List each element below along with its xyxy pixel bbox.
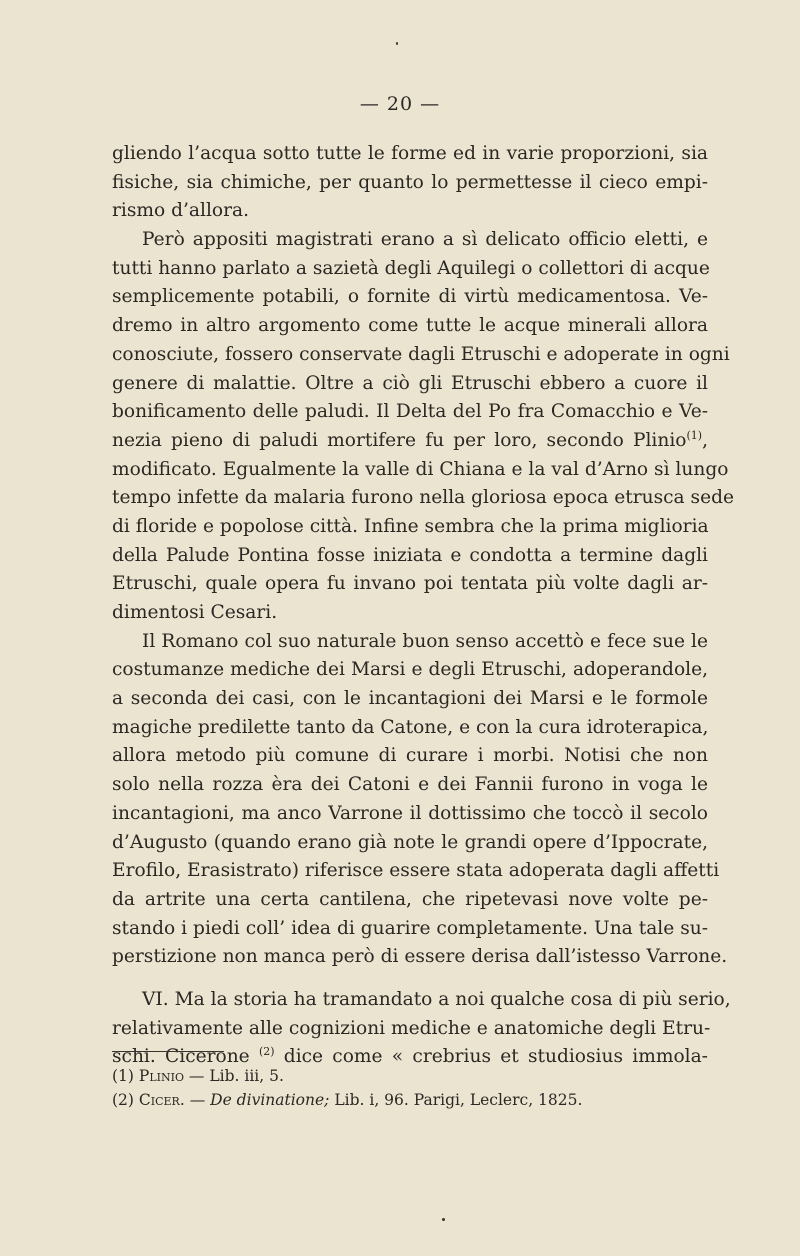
text-line: conosciute, fossero conservate dagli Etruschi e adoperate in ogni <box>112 343 730 365</box>
footnote-text: Lib. i, 96. Parigi, Leclerc, 1825. <box>334 1091 583 1109</box>
paragraph-4 <box>112 986 731 1072</box>
text-line: costumanze mediche dei Marsi e degli Etruschi, adoperandole, <box>112 659 708 681</box>
text-line: fisiche, sia chimiche, per quanto lo permettesse il cieco empi- <box>112 171 708 193</box>
footnote-text: — <box>189 1091 206 1109</box>
text-line: a seconda dei casi, con le incantagioni dei Marsi e le formole <box>112 688 708 710</box>
paragraph-1 <box>112 140 708 226</box>
text-line: VI. Ma la storia ha tramandato a noi qualche cosa di più serio, <box>142 988 731 1010</box>
text-line: solo nella rozza èra dei Catoni e dei Fannii furono in voga le <box>112 774 708 796</box>
text-line: di floride e popolose città. Infine sembra che la prima miglioria <box>112 515 709 537</box>
footnote-marker: (2) <box>112 1091 134 1109</box>
text-line-with-ref <box>112 427 708 456</box>
text-line: perstizione non manca però di essere derisa dall’istesso Varrone. <box>112 946 728 968</box>
text-line: magiche predilette tanto da Catone, e con la cura idroterapica, <box>112 716 709 738</box>
text-line: genere di malattie. Oltre a ciò gli Etruschi ebbero a cuore il <box>112 372 708 394</box>
footnote-title: De divinatione; <box>210 1091 330 1109</box>
paragraph-2 <box>112 226 735 628</box>
text-line: modificato. Egualmente la valle di Chiana e la val d’Arno sì lungo <box>112 458 729 480</box>
text-line: allora metodo più comune di curare i morbi. Notisi che non <box>112 745 708 767</box>
page-number: — 20 — <box>359 93 441 115</box>
paper-speck <box>442 1218 445 1221</box>
text-line: Però appositi magistrati erano a sì delicato officio eletti, e <box>142 229 708 251</box>
footnote-author: Cicer. <box>138 1091 185 1109</box>
text-line: incantagioni, ma anco Varrone il dottissimo che toccò il secolo <box>112 802 708 824</box>
footnote-2 <box>112 1088 712 1112</box>
footnotes <box>112 1064 712 1112</box>
text-line: gliendo l’acqua sotto tutte le forme ed in varie proporzioni, sia <box>112 143 708 164</box>
text-line: rismo d’allora. <box>112 200 249 222</box>
text-fragment: , <box>702 429 708 451</box>
section-gap <box>112 972 708 986</box>
footnote-ref-1[interactable]: (1) <box>686 428 703 442</box>
footnote-author: Plinio <box>138 1067 184 1085</box>
text-line: da artrite una certa cantilena, che ripetevasi nove volte pe- <box>112 888 708 910</box>
text-line: bonificamento delle paludi. Il Delta del Po fra Comacchio e Ve- <box>112 401 708 423</box>
text-line: relativamente alle cognizioni mediche e anatomiche degli Etru- <box>112 1017 711 1039</box>
text-fragment: dice come « crebrius et studiosius immola- <box>283 1046 708 1068</box>
paragraph-3 <box>112 628 728 972</box>
main-text <box>112 140 735 1072</box>
text-line: della Palude Pontina fosse iniziata e condotta a termine dagli <box>112 544 708 566</box>
text-line: Erofilo, Erasistrato) riferisce essere stata adoperata dagli affetti <box>112 860 720 882</box>
text-line: stando i piedi coll’ idea di guarire completamente. Una tale su- <box>112 917 708 939</box>
text-line: tutti hanno parlato a sazietà degli Aquilegi o collettori di acque <box>112 257 710 279</box>
footnote-rule <box>112 1051 224 1052</box>
text-line: dremo in altro argomento come tutte le acque minerali allora <box>112 315 708 337</box>
text-line: tempo infette da malaria furono nella gloriosa epoca etrusca sede <box>112 487 735 509</box>
footnote-ref-2[interactable]: (2) <box>258 1045 275 1059</box>
text-line: dimentosi Cesari. <box>112 602 278 623</box>
text-fragment: schi. Cicerone <box>112 1046 250 1068</box>
footnote-marker: (1) <box>112 1067 134 1085</box>
text-line: Etruschi, quale opera fu invano poi tentata più volte dagli ar- <box>112 573 708 595</box>
text-line: Il Romano col suo naturale buon senso accettò e fece sue le <box>142 630 708 652</box>
text-fragment: nezia pieno di paludi mortifere fu per loro, secondo Plinio <box>112 429 687 451</box>
footnote-text: — Lib. iii, 5. <box>188 1067 284 1085</box>
text-line: semplicemente potabili, o fornite di virtù medicamentosa. Ve- <box>112 286 708 308</box>
footnote-1 <box>112 1064 712 1088</box>
paper-speck <box>396 42 398 45</box>
text-line: d’Augusto (quando erano già note le grandi opere d’Ippocrate, <box>112 831 708 853</box>
